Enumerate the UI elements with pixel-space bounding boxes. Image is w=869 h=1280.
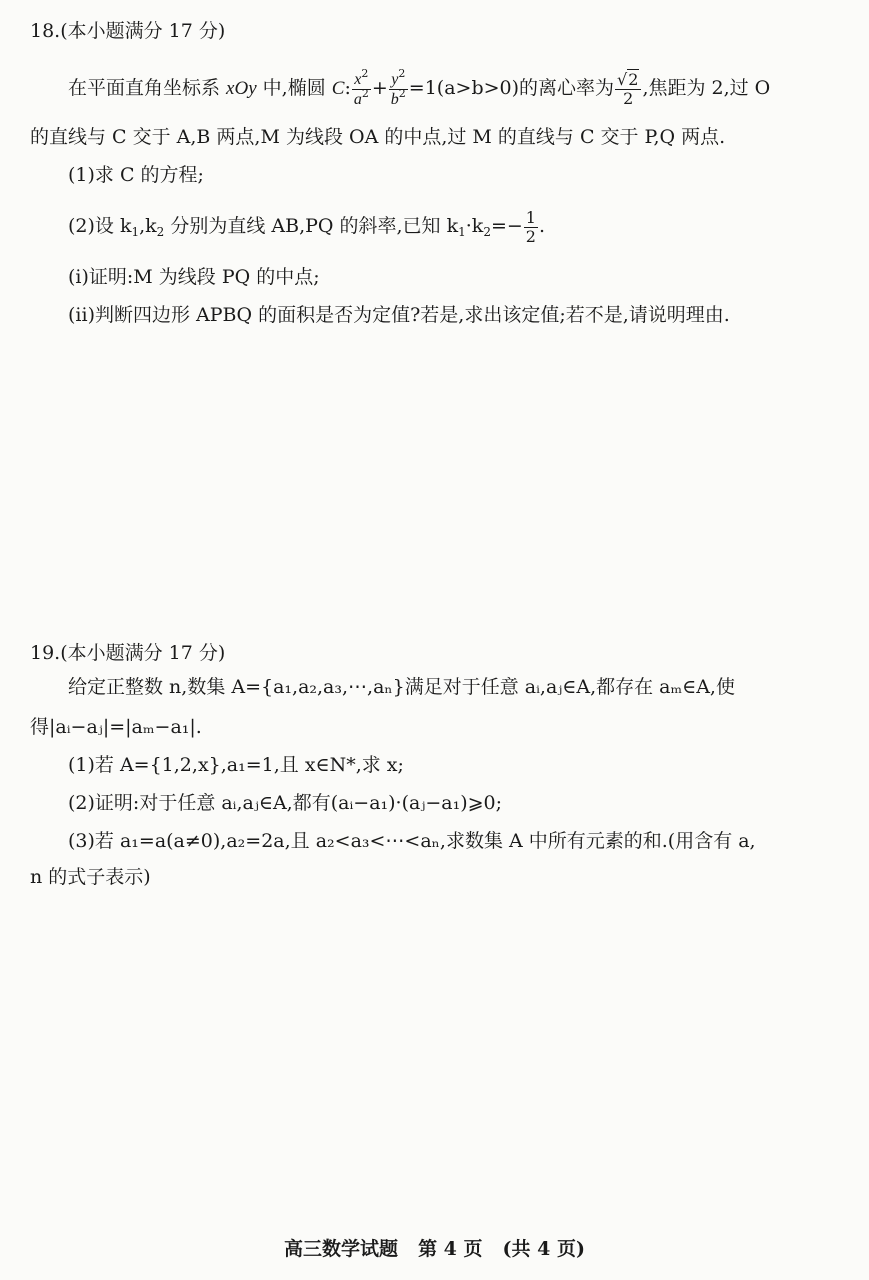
q18-header: 18.(本小题满分 17 分) [30, 20, 226, 42]
frac-one-half: $\frac{1}{2}$ [525, 207, 536, 246]
frac-sqrt2-over-2: $\frac{√2}{2}$ [615, 71, 641, 108]
q19-part3: (3)若 a₁=a(a≠0),a₂=2a,且 a₂<a₃<⋯<aₙ,求数集 A 中所有元素的和.(用含有 a, [68, 830, 756, 852]
footer-page: 第 4 页 [418, 1238, 483, 1260]
footer-title: 高三数学试题 [284, 1238, 399, 1260]
page-footer [0, 1236, 869, 1262]
q18-part2: (2)设 $k_1,k_2$ 分别为直线 AB,PQ 的斜率,已知 $k_1\cdot k_2=-$ $\frac{1}{2}$ . [68, 207, 546, 246]
frac-x2-a2: $\frac{x^2}{a^2}$ [353, 66, 369, 108]
q19-part2: (2)证明:对于任意 aᵢ,aⱼ∈A,都有(aᵢ−a₁)·(aⱼ−a₁)⩾0; [68, 792, 503, 814]
q19-line2: 得|aᵢ−aⱼ|=|aₘ−a₁|. [30, 716, 202, 738]
q18-intro: 在平面直角坐标系 xOy 中,椭圆 C: $\frac{x^2}{a^2}$ + $\frac{y^2}{b^2}$ =1(a>b>0)的离心率为 $\frac{√2}{2}$ ,焦距为 2,过 O [68, 66, 771, 108]
q19-part3-cont: n 的式子表示) [30, 866, 151, 888]
q18-part-ii: (ii)判断四边形 APBQ 的面积是否为定值?若是,求出该定值;若不是,请说明理由. [68, 304, 730, 326]
q19-part1: (1)若 A={1,2,x},a₁=1,且 x∈N*,求 x; [68, 754, 404, 776]
q18-line2: 的直线与 C 交于 A,B 两点,M 为线段 OA 的中点,过 M 的直线与 C 交于 P,Q 两点. [30, 126, 726, 148]
frac-y2-b2: $\frac{y^2}{b^2}$ [390, 66, 406, 108]
q18-part-i: (i)证明:M 为线段 PQ 的中点; [68, 266, 320, 288]
footer-total: (共 4 页) [502, 1238, 585, 1260]
q19-line1: 给定正整数 n,数集 A={a₁,a₂,a₃,⋯,aₙ}满足对于任意 aᵢ,aⱼ∈A,都存在 aₘ∈A,使 [68, 676, 735, 698]
q19-header: 19.(本小题满分 17 分) [30, 642, 226, 664]
q18-part1: (1)求 C 的方程; [68, 164, 204, 186]
